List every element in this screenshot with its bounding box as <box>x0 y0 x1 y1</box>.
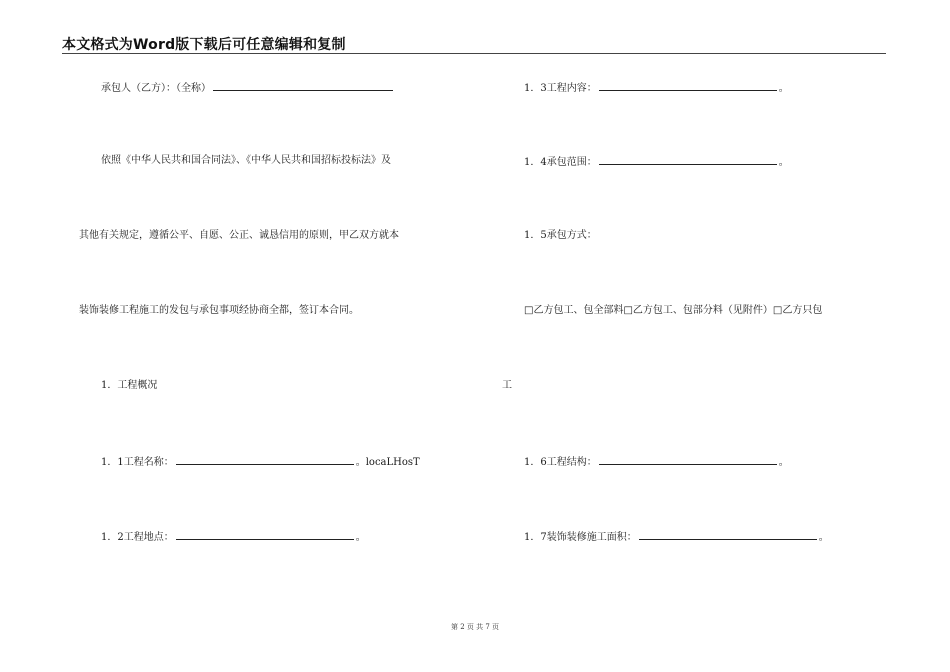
item-1-6-suffix: 。 <box>778 457 789 468</box>
party-b-label: 承包人（乙方）：（全称） <box>101 83 211 94</box>
page-number: 第 2 页 共 7 页 <box>450 623 500 631</box>
item-1-4-blank[interactable] <box>599 154 777 165</box>
item-1-6-line <box>524 454 789 470</box>
item-1-5-label: 1．5承包方式： <box>524 230 597 241</box>
item-1-1-suffix: 。locaLHosT <box>355 457 420 468</box>
party-b-line <box>101 80 395 96</box>
item-1-2-label: 1．2工程地点： <box>101 532 174 543</box>
item-1-1-blank[interactable] <box>176 454 354 465</box>
item-1-2-line <box>101 529 366 545</box>
item-1-4-label: 1．4承包范围： <box>524 157 597 168</box>
contract-method-options-wrap: 工 <box>502 380 512 391</box>
para1-line1: 依照《中华人民共和国合同法》、《中华人民共和国招标投标法》及 <box>101 155 391 166</box>
item-1-1-label: 1．1工程名称： <box>101 457 174 468</box>
contract-method-options: □乙方包工、包全部料□乙方包工、包部分料（见附件）□乙方只包 <box>524 305 823 316</box>
item-1-3-label: 1．3工程内容： <box>524 83 597 94</box>
item-1-7-suffix: 。 <box>818 532 829 543</box>
item-1-6-label: 1．6工程结构： <box>524 457 597 468</box>
item-1-6-blank[interactable] <box>599 454 777 465</box>
para1-line2: 其他有关规定，遵循公平、自愿、公正、诚恳信用的原则，甲乙双方就本 <box>79 230 399 241</box>
item-1-3-line <box>524 80 789 96</box>
party-b-blank[interactable] <box>213 80 393 91</box>
para1-line3: 装饰装修工程施工的发包与承包事项经协商全都，签订本合同。 <box>79 305 359 316</box>
item-1-1-line <box>101 454 420 470</box>
item-1-4-suffix: 。 <box>778 157 789 168</box>
item-1-7-label: 1．7装饰装修施工面积： <box>524 532 637 543</box>
section1-heading: 1．工程概况 <box>101 380 158 391</box>
item-1-7-line <box>524 529 829 545</box>
page-header-title: 本文格式为Word版下载后可任意编辑和复制 <box>62 37 346 53</box>
item-1-2-suffix: 。 <box>355 532 366 543</box>
item-1-3-suffix: 。 <box>778 83 789 94</box>
item-1-3-blank[interactable] <box>599 80 777 91</box>
item-1-4-line <box>524 154 789 170</box>
header-divider <box>62 53 886 54</box>
item-1-2-blank[interactable] <box>176 529 354 540</box>
item-1-7-blank[interactable] <box>639 529 817 540</box>
